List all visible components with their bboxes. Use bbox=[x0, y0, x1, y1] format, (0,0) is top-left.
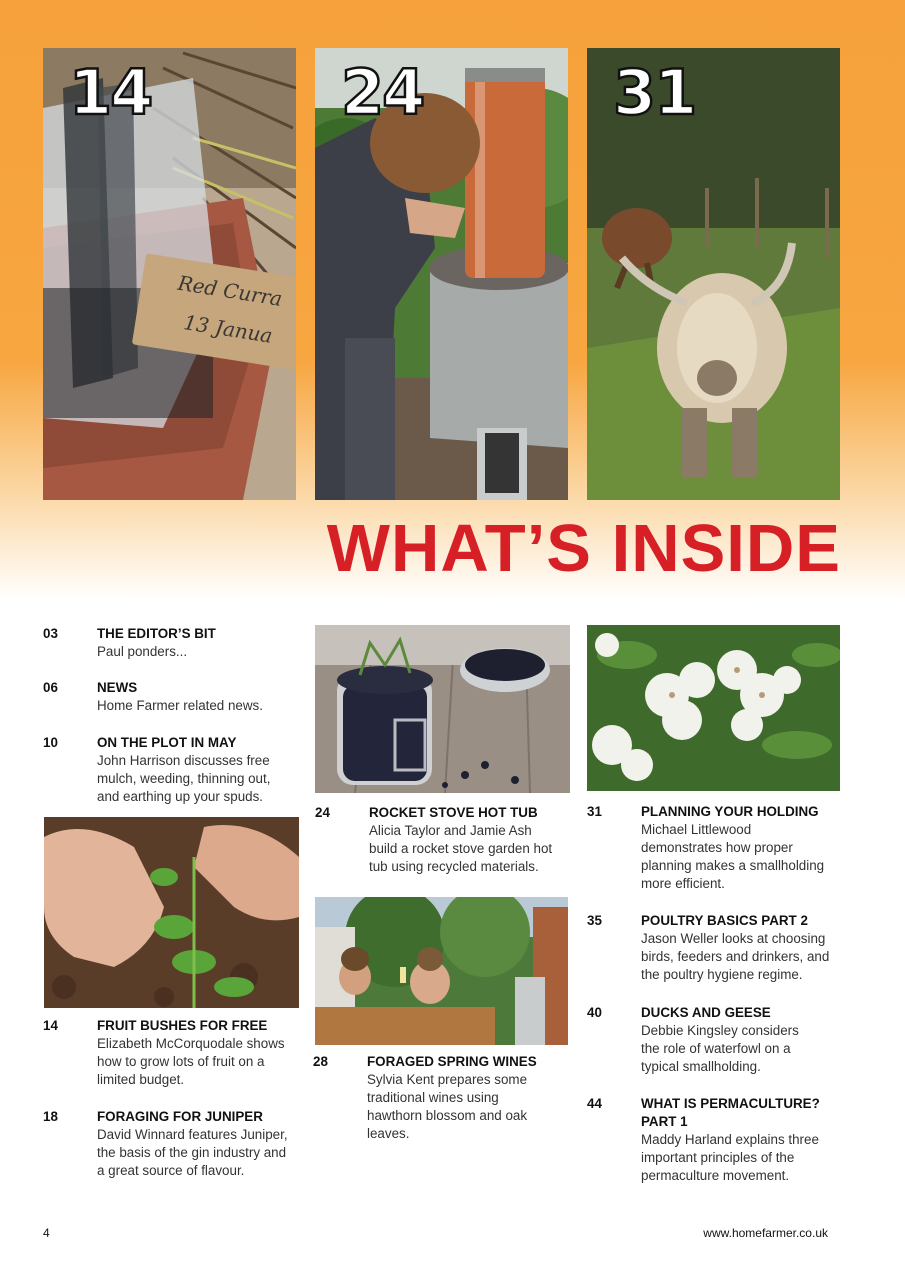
contents-entry[interactable] bbox=[43, 1017, 298, 1093]
entry-title: DUCKS AND GEESE bbox=[641, 1005, 771, 1020]
entry-desc-line: build a rocket stove garden hot bbox=[369, 841, 553, 856]
entry-title: NEWS bbox=[97, 680, 138, 695]
entry-desc-line: a great source of flavour. bbox=[97, 1163, 245, 1178]
whats-inside-headline: WHAT’S INSIDE bbox=[326, 511, 841, 586]
contents-entry[interactable] bbox=[43, 679, 298, 719]
contents-entry[interactable] bbox=[43, 734, 298, 810]
photo-page-number: 14 bbox=[69, 56, 152, 129]
entry-desc-line: tub using recycled materials. bbox=[369, 859, 539, 874]
entry-desc-line: permaculture movement. bbox=[641, 1168, 790, 1183]
photo-hot-tub-bathers bbox=[315, 897, 568, 1045]
contents-entry[interactable] bbox=[43, 625, 298, 665]
entry-desc-line: leaves. bbox=[367, 1126, 410, 1141]
entry-title: ROCKET STOVE HOT TUB bbox=[369, 805, 538, 820]
entry-title: FORAGED SPRING WINES bbox=[367, 1054, 537, 1069]
photo-page-number: 24 bbox=[341, 56, 424, 129]
entry-title: THE EDITOR’S BIT bbox=[97, 626, 216, 641]
entry-desc-line: Sylvia Kent prepares some bbox=[367, 1072, 528, 1087]
entry-desc-line: Home Farmer related news. bbox=[97, 698, 263, 713]
entry-desc-line: traditional wines using bbox=[367, 1090, 499, 1105]
entry-title: ON THE PLOT IN MAY bbox=[97, 735, 237, 750]
entry-desc-line: planning makes a smallholding bbox=[641, 858, 825, 873]
entry-page-number: 10 bbox=[43, 735, 58, 750]
entry-desc-line: David Winnard features Juniper, bbox=[97, 1127, 288, 1142]
page-number: 4 bbox=[43, 1226, 50, 1240]
entry-desc-line: and earthing up your spuds. bbox=[97, 789, 264, 804]
entry-desc-line: mulch, weeding, thinning out, bbox=[97, 771, 271, 786]
contents-entry[interactable] bbox=[315, 804, 570, 880]
entry-title: FORAGING FOR JUNIPER bbox=[97, 1109, 263, 1124]
photo-hawthorn-blossom bbox=[587, 625, 840, 791]
contents-entry[interactable] bbox=[587, 1095, 842, 1189]
contents-entry[interactable] bbox=[313, 1053, 570, 1147]
entry-desc-line: Debbie Kingsley considers bbox=[641, 1023, 799, 1038]
contents-entry[interactable] bbox=[587, 1004, 842, 1080]
entry-title-line-2: PART 1 bbox=[641, 1114, 688, 1129]
entry-desc-line: how to grow lots of fruit on a bbox=[97, 1054, 265, 1069]
entry-desc-line: Elizabeth McCorquodale shows bbox=[97, 1036, 285, 1051]
entry-desc-line: more efficient. bbox=[641, 876, 725, 891]
entry-desc-line: Michael Littlewood bbox=[641, 822, 752, 837]
website-url[interactable]: www.homefarmer.co.uk bbox=[703, 1226, 828, 1240]
photo-fruit-bush-planting bbox=[44, 817, 299, 1008]
entry-page-number: 44 bbox=[587, 1096, 602, 1111]
photo-juniper-berries bbox=[315, 625, 570, 793]
entry-title: FRUIT BUSHES FOR FREE bbox=[97, 1018, 268, 1033]
entry-page-number: 03 bbox=[43, 626, 58, 641]
entry-page-number: 18 bbox=[43, 1109, 58, 1124]
entry-page-number: 06 bbox=[43, 680, 58, 695]
entry-page-number: 14 bbox=[43, 1018, 58, 1033]
entry-page-number: 35 bbox=[587, 913, 602, 928]
entry-title: PLANNING YOUR HOLDING bbox=[641, 804, 819, 819]
entry-desc-line: typical smallholding. bbox=[641, 1059, 761, 1074]
entry-page-number: 40 bbox=[587, 1005, 602, 1020]
entry-desc-line: Maddy Harland explains three bbox=[641, 1132, 819, 1147]
entry-desc-line: the basis of the gin industry and bbox=[97, 1145, 287, 1160]
contents-entry[interactable] bbox=[43, 1108, 298, 1184]
entry-desc-line: important principles of the bbox=[641, 1150, 795, 1165]
entry-page-number: 31 bbox=[587, 804, 602, 819]
entry-desc-line: the poultry hygiene regime. bbox=[641, 967, 803, 982]
entry-title: WHAT IS PERMACULTURE? bbox=[641, 1096, 820, 1111]
entry-desc-line: Paul ponders... bbox=[97, 644, 188, 659]
entry-page-number: 28 bbox=[313, 1054, 328, 1069]
entry-desc-line: John Harrison discusses free bbox=[97, 753, 270, 768]
photo-page-number: 31 bbox=[613, 56, 696, 129]
entry-desc-line: Alicia Taylor and Jamie Ash bbox=[369, 823, 532, 838]
photo-highland-cattle bbox=[587, 48, 840, 500]
tag-line-1: Red Curra bbox=[176, 270, 284, 311]
entry-page-number: 24 bbox=[315, 805, 330, 820]
entry-desc-line: Jason Weller looks at choosing bbox=[641, 931, 826, 946]
photo-currant-cuttings bbox=[43, 48, 296, 500]
entry-desc-line: limited budget. bbox=[97, 1072, 185, 1087]
entry-desc-line: hawthorn blossom and oak bbox=[367, 1108, 528, 1123]
entry-desc-line: the role of waterfowl on a bbox=[641, 1041, 791, 1056]
contents-entry[interactable] bbox=[587, 912, 842, 988]
tag-line-2: 13 Janua bbox=[182, 310, 275, 348]
contents-entry[interactable] bbox=[587, 803, 842, 897]
entry-desc-line: demonstrates how proper bbox=[641, 840, 793, 855]
photo-rocket-stove bbox=[315, 48, 568, 500]
entry-title: POULTRY BASICS PART 2 bbox=[641, 913, 808, 928]
entry-desc-line: birds, feeders and drinkers, and bbox=[641, 949, 830, 964]
